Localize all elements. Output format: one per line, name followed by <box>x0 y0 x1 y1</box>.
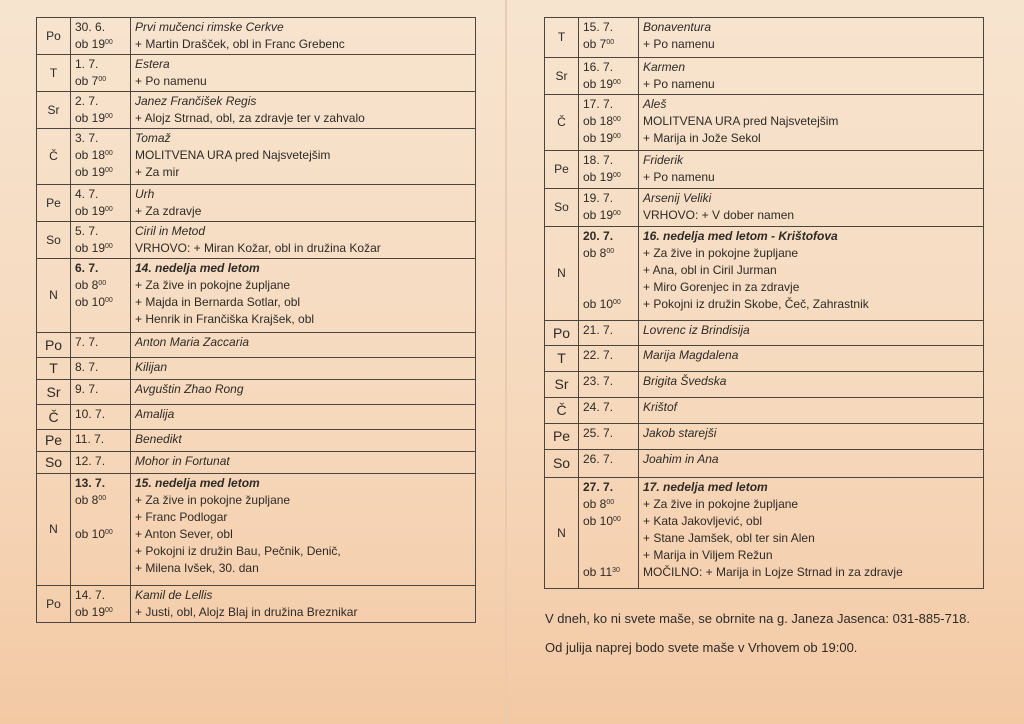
saint-name: Avguštin Zhao Rong <box>135 382 244 396</box>
mass-intentions: + Za žive in pokojne župljane + Ana, obl in Ciril Jurman + Miro Gorenjec in za zdravje + Pokojni iz družin Skobe, Čeč, Zahrastnik <box>643 246 869 311</box>
time-minutes: 00 <box>613 79 621 86</box>
date-cell <box>579 58 639 95</box>
date-cell <box>71 333 131 358</box>
saint-name: Jakob starejši <box>643 426 717 440</box>
weekday: So <box>37 222 71 259</box>
description-cell <box>639 18 984 58</box>
date-time: 15. 7. ob 7 <box>583 20 614 51</box>
schedule-row <box>37 18 476 55</box>
description-cell <box>131 586 476 623</box>
weekday: So <box>545 189 579 227</box>
page-fold <box>505 0 507 724</box>
footer-note-contact: V dneh, ko ni svete maše, se obrnite na g. Janeza Jasenca: 031-885-718. <box>545 611 970 626</box>
time-minutes: 00 <box>105 113 113 120</box>
sunday-title: 17. nedelja med letom <box>643 480 768 494</box>
mass-intentions: + Za žive in pokojne župljane + Majda in Bernarda Sotlar, obl + Henrik in Frančiška Krajšek, obl <box>135 278 315 326</box>
date-time: 30. 6. ob 19 <box>75 20 106 51</box>
date-cell <box>71 380 131 405</box>
schedule-row <box>545 189 984 227</box>
weekday: N <box>37 474 71 586</box>
weekday: Sr <box>545 58 579 95</box>
mass-intentions: MOLITVENA URA pred Najsvetejšim + Za mir <box>135 148 331 179</box>
saint-name: Kamil de Lellis <box>135 588 213 602</box>
schedule-row <box>37 380 476 405</box>
description-cell <box>639 151 984 189</box>
weekday: Po <box>37 18 71 55</box>
mass-intentions: + Justi, obl, Alojz Blaj in družina Breznikar <box>135 605 358 619</box>
date-time: 3. 7. ob 18 <box>75 131 106 162</box>
date-cell <box>71 18 131 55</box>
date-time: 26. 7. <box>583 452 614 466</box>
description-cell <box>131 430 476 452</box>
saint-name: Brigita Švedska <box>643 374 727 388</box>
date-time: 16. 7. ob 19 <box>583 60 614 91</box>
date-cell <box>579 346 639 372</box>
date-time: ob 19 <box>583 131 614 145</box>
saint-name: Janez Frančišek Regis <box>135 94 257 108</box>
weekday: Sr <box>545 372 579 398</box>
schedule-row <box>37 92 476 129</box>
date-time: 13. 7. ob 8 <box>75 476 106 507</box>
date-time: 24. 7. <box>583 400 614 414</box>
weekday: Sr <box>37 92 71 129</box>
saint-name: Anton Maria Zaccaria <box>135 335 250 349</box>
schedule-row <box>37 222 476 259</box>
description-cell <box>131 259 476 333</box>
schedule-row <box>545 424 984 450</box>
mass-intentions: MOLITVENA URA pred Najsvetejšim + Marija in Jože Sekol <box>643 114 839 145</box>
date-time: 4. 7. ob 19 <box>75 187 106 218</box>
date-cell <box>579 372 639 398</box>
mass-intentions: + Za zdravje <box>135 204 202 218</box>
time-minutes: 00 <box>606 499 615 506</box>
mass-intentions: + Martin Drašček, obl in Franc Grebenc <box>135 37 345 51</box>
description-cell <box>131 405 476 430</box>
mass-intentions: VRHOVO: + V dober namen <box>643 208 795 222</box>
date-time: 14. 7. ob 19 <box>75 588 106 619</box>
saint-name: Benedikt <box>135 432 182 446</box>
mass-intentions: + Po namenu <box>135 74 207 88</box>
mass-intentions: + Za žive in pokojne župljane + Kata Jakovljević, obl + Stane Jamšek, obl ter sin Alen + Marija in Viljem Režun MOČILNO: + Marija in Lojze Strnad in za zdravje <box>643 497 903 579</box>
description-cell <box>639 58 984 95</box>
time-minutes: 00 <box>105 206 113 213</box>
saint-name: Friderik <box>643 153 684 167</box>
time-minutes: 00 <box>613 210 621 217</box>
weekday: So <box>37 452 71 474</box>
schedule-row <box>37 333 476 358</box>
time-minutes: 00 <box>105 529 113 536</box>
schedule-row <box>37 586 476 623</box>
saint-name: Krištof <box>643 400 678 414</box>
date-time: ob 10 <box>583 514 614 528</box>
schedule-row <box>545 151 984 189</box>
description-cell <box>639 478 984 589</box>
schedule-row <box>545 321 984 346</box>
description-cell <box>131 55 476 92</box>
date-cell <box>71 430 131 452</box>
time-minutes: 00 <box>606 39 615 46</box>
saint-name: Prvi mučenci rimske Cerkve <box>135 20 284 34</box>
saint-name: Aleš <box>643 97 667 111</box>
date-cell <box>71 222 131 259</box>
time-minutes: 00 <box>105 150 113 157</box>
saint-name: Ciril in Metod <box>135 224 206 238</box>
description-cell <box>639 227 984 321</box>
weekday: So <box>545 450 579 478</box>
saint-name: Kilijan <box>135 360 168 374</box>
date-time: 18. 7. ob 19 <box>583 153 614 184</box>
schedule-table-right <box>544 17 984 589</box>
date-cell <box>71 452 131 474</box>
schedule-row <box>545 372 984 398</box>
date-time: 6. 7. ob 8 <box>75 261 99 292</box>
time-minutes: 00 <box>105 39 113 46</box>
time-minutes: 00 <box>606 248 615 255</box>
weekday: T <box>37 55 71 92</box>
date-cell <box>579 424 639 450</box>
date-time: 9. 7. <box>75 382 99 396</box>
schedule-row <box>37 259 476 333</box>
description-cell <box>131 358 476 380</box>
time-minutes: 00 <box>613 116 621 123</box>
weekday: Pe <box>545 151 579 189</box>
date-cell <box>71 259 131 333</box>
weekday: T <box>545 18 579 58</box>
weekday: N <box>545 227 579 321</box>
weekday: Sr <box>37 380 71 405</box>
schedule-row <box>545 478 984 589</box>
date-time: 17. 7. ob 18 <box>583 97 614 128</box>
description-cell <box>131 185 476 222</box>
saint-name: Amalija <box>135 407 175 421</box>
description-cell <box>639 189 984 227</box>
time-minutes: 30 <box>612 567 620 574</box>
description-cell <box>131 333 476 358</box>
date-cell <box>579 18 639 58</box>
schedule-row <box>545 450 984 478</box>
date-time: ob 19 <box>75 165 106 179</box>
date-time: 7. 7. <box>75 335 99 349</box>
date-time: 23. 7. <box>583 374 614 388</box>
date-cell <box>579 321 639 346</box>
time-minutes: 00 <box>613 133 621 140</box>
description-cell <box>131 92 476 129</box>
date-time: 11. 7. <box>75 432 105 446</box>
date-cell <box>71 185 131 222</box>
date-cell <box>579 151 639 189</box>
description-cell <box>131 222 476 259</box>
weekday: T <box>37 358 71 380</box>
time-minutes: 00 <box>613 299 621 306</box>
weekday: Č <box>545 398 579 424</box>
mass-intentions: VRHOVO: + Miran Kožar, obl in družina Kožar <box>135 241 381 255</box>
schedule-row <box>37 452 476 474</box>
weekday: Č <box>37 405 71 430</box>
date-time: ob 10 <box>75 295 106 309</box>
schedule-row <box>37 405 476 430</box>
weekday: Č <box>545 95 579 151</box>
description-cell <box>639 321 984 346</box>
time-minutes: 00 <box>105 607 113 614</box>
date-time: 8. 7. <box>75 360 99 374</box>
weekday: T <box>545 346 579 372</box>
saint-name: Estera <box>135 57 170 71</box>
schedule-row <box>545 18 984 58</box>
sunday-title: 15. nedelja med letom <box>135 476 260 490</box>
saint-name: Tomaž <box>135 131 171 145</box>
date-cell <box>71 405 131 430</box>
schedule-row <box>545 227 984 321</box>
weekday: Po <box>37 333 71 358</box>
description-cell <box>639 398 984 424</box>
schedule-row <box>37 185 476 222</box>
description-cell <box>639 424 984 450</box>
time-minutes: 00 <box>98 495 107 502</box>
date-cell <box>71 358 131 380</box>
description-cell <box>131 129 476 185</box>
mass-intentions: + Po namenu <box>643 77 715 91</box>
date-time: ob 10 <box>583 297 614 311</box>
date-time: 22. 7. <box>583 348 614 362</box>
schedule-row <box>37 129 476 185</box>
time-minutes: 00 <box>98 280 107 287</box>
description-cell <box>639 346 984 372</box>
schedule-row <box>37 430 476 452</box>
date-cell <box>71 92 131 129</box>
date-cell <box>71 129 131 185</box>
weekday: Pe <box>37 185 71 222</box>
date-time: 21. 7. <box>583 323 614 337</box>
saint-name: Urh <box>135 187 155 201</box>
date-cell <box>579 227 639 321</box>
mass-intentions: + Za žive in pokojne župljane + Franc Podlogar + Anton Sever, obl + Pokojni iz družin Bau, Pečnik, Denič, + Milena Ivšek, 30. dan <box>135 493 341 575</box>
weekday: N <box>545 478 579 589</box>
sunday-title: 14. nedelja med letom <box>135 261 260 275</box>
date-time: 5. 7. ob 19 <box>75 224 106 255</box>
weekday: Pe <box>37 430 71 452</box>
date-time: ob 11 <box>583 565 613 579</box>
weekday: Pe <box>545 424 579 450</box>
sunday-title: 16. nedelja med letom - Krištofova <box>643 229 838 243</box>
schedule-row <box>545 95 984 151</box>
schedule-row <box>545 58 984 95</box>
time-minutes: 00 <box>98 76 107 83</box>
date-time: 27. 7. ob 8 <box>583 480 614 511</box>
mass-intentions: + Po namenu <box>643 170 715 184</box>
schedule-table-left <box>36 17 476 623</box>
schedule-row <box>37 55 476 92</box>
saint-name: Karmen <box>643 60 686 74</box>
schedule-row <box>37 358 476 380</box>
description-cell <box>131 452 476 474</box>
date-time: 2. 7. ob 19 <box>75 94 106 125</box>
time-minutes: 00 <box>105 243 113 250</box>
weekday: Č <box>37 129 71 185</box>
footer-notes <box>545 610 1005 668</box>
schedule-row <box>545 398 984 424</box>
date-cell <box>71 474 131 586</box>
weekday: N <box>37 259 71 333</box>
time-minutes: 00 <box>613 172 621 179</box>
date-time: 20. 7. ob 8 <box>583 229 614 260</box>
weekday: Po <box>37 586 71 623</box>
date-cell <box>579 450 639 478</box>
date-time: 10. 7. <box>75 407 106 421</box>
saint-name: Joahim in Ana <box>643 452 719 466</box>
weekday: Po <box>545 321 579 346</box>
saint-name: Lovrenc iz Brindisija <box>643 323 750 337</box>
footer-note-vrhovo: Od julija naprej bodo svete maše v Vrhovem ob 19:00. <box>545 640 858 655</box>
date-cell <box>579 95 639 151</box>
date-cell <box>71 586 131 623</box>
date-time: 12. 7. <box>75 454 106 468</box>
schedule-row <box>545 346 984 372</box>
mass-intentions: + Po namenu <box>643 37 715 51</box>
saint-name: Bonaventura <box>643 20 712 34</box>
saint-name: Arsenij Veliki <box>643 191 712 205</box>
date-cell <box>579 398 639 424</box>
description-cell <box>131 380 476 405</box>
date-cell <box>579 189 639 227</box>
saint-name: Mohor in Fortunat <box>135 454 230 468</box>
description-cell <box>131 18 476 55</box>
date-time: 1. 7. ob 7 <box>75 57 99 88</box>
time-minutes: 00 <box>105 167 113 174</box>
time-minutes: 00 <box>105 297 113 304</box>
time-minutes: 00 <box>613 516 621 523</box>
schedule-row <box>37 474 476 586</box>
date-cell <box>579 478 639 589</box>
description-cell <box>639 372 984 398</box>
description-cell <box>639 95 984 151</box>
date-time: 19. 7. ob 19 <box>583 191 614 222</box>
mass-intentions: + Alojz Strnad, obl, za zdravje ter v zahvalo <box>135 111 365 125</box>
date-time: ob 10 <box>75 527 106 541</box>
saint-name: Marija Magdalena <box>643 348 739 362</box>
description-cell <box>131 474 476 586</box>
date-cell <box>71 55 131 92</box>
date-time: 25. 7. <box>583 426 614 440</box>
description-cell <box>639 450 984 478</box>
